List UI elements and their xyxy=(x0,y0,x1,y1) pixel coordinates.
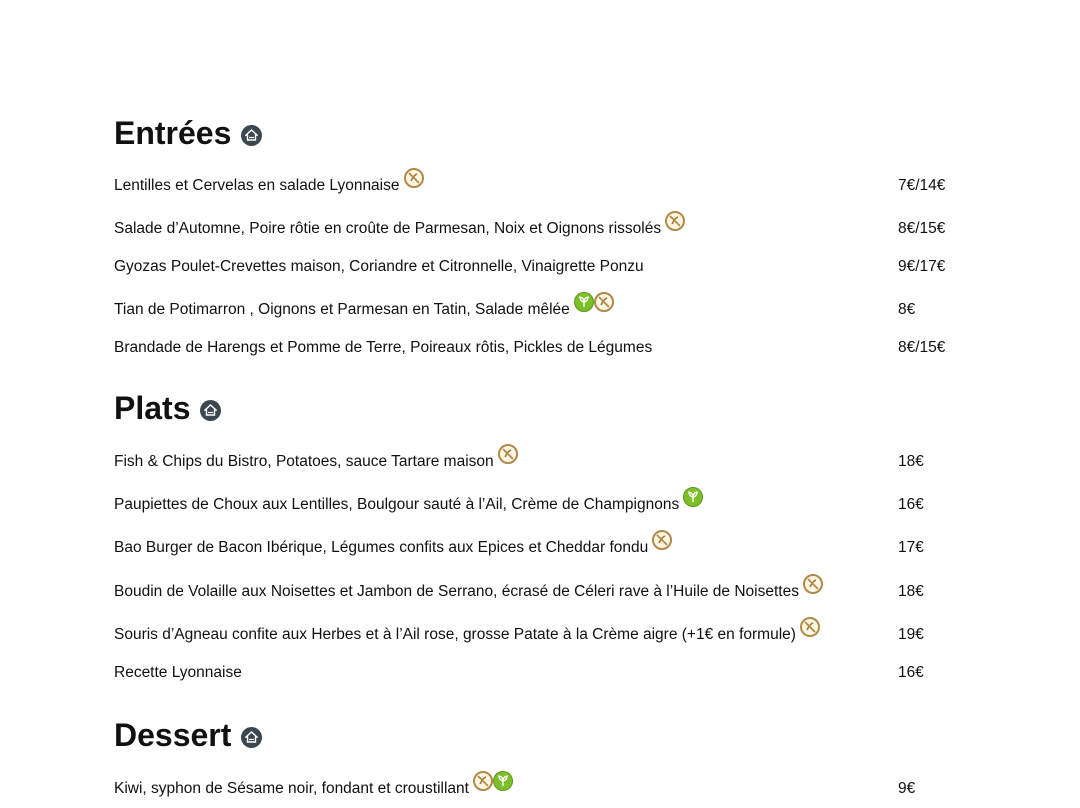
dish-name: Gyozas Poulet-Crevettes maison, Coriandre et Citronnelle, Vinaigrette Ponzu xyxy=(114,258,644,275)
no-gluten-icon xyxy=(652,530,672,550)
menu-item xyxy=(114,215,954,239)
menu-item xyxy=(114,172,954,196)
dish-name: Lentilles et Cervelas en salade Lyonnaise xyxy=(114,177,400,194)
dish-name: Recette Lyonnaise xyxy=(114,664,242,681)
dish-name: Souris d’Agneau confite aux Herbes et à l’Ail rose, grosse Patate à la Crème aigre (+1€ en formule) xyxy=(114,626,796,643)
section-title-dessert xyxy=(114,717,262,753)
dish-name: Bao Burger de Bacon Ibérique, Légumes confits aux Epices et Cheddar fondu xyxy=(114,539,649,556)
dish-name: Salade d’Automne, Poire rôtie en croûte de Parmesan, Noix et Oignons rissolés xyxy=(114,220,662,237)
home-icon xyxy=(241,727,262,748)
menu-item xyxy=(114,534,954,558)
dish-name: Fish & Chips du Bistro, Potatoes, sauce Tartare maison xyxy=(114,453,494,470)
dish-price: 17€ xyxy=(898,539,924,556)
menu-item xyxy=(114,334,954,358)
menu-item xyxy=(114,296,954,320)
no-gluten-icon xyxy=(404,168,424,188)
section-title-plats xyxy=(114,390,221,426)
dish-name: Paupiettes de Choux aux Lentilles, Boulgour sauté à l’Ail, Crème de Champignons xyxy=(114,496,680,513)
menu-item xyxy=(114,659,954,683)
dish-name: Kiwi, syphon de Sésame noir, fondant et croustillant xyxy=(114,780,469,797)
vegetarian-icon xyxy=(683,487,703,507)
no-gluten-icon xyxy=(473,771,493,791)
section-title-entrees xyxy=(114,115,262,151)
section-title-text: Dessert xyxy=(114,717,232,753)
dish-name: Boudin de Volaille aux Noisettes et Jambon de Serrano, écrasé de Céleri rave à l’Huile de Noisettes xyxy=(114,583,799,600)
dish-price: 9€ xyxy=(898,780,916,797)
dish-price: 8€/15€ xyxy=(898,220,946,237)
vegetarian-icon xyxy=(493,771,513,791)
section-title-text: Plats xyxy=(114,390,191,426)
vegetarian-icon xyxy=(574,292,594,312)
section-title-text: Entrées xyxy=(114,115,232,151)
menu-item xyxy=(114,775,954,799)
no-gluten-icon xyxy=(800,617,820,637)
dish-price: 8€/15€ xyxy=(898,339,946,356)
dish-price: 16€ xyxy=(898,496,924,513)
dish-price: 16€ xyxy=(898,664,924,681)
no-gluten-icon xyxy=(594,292,614,312)
menu-item xyxy=(114,578,954,602)
dish-price: 9€/17€ xyxy=(898,258,946,275)
no-gluten-icon xyxy=(803,574,823,594)
menu-item xyxy=(114,253,954,277)
menu-item xyxy=(114,448,954,472)
dish-price: 18€ xyxy=(898,583,924,600)
dish-price: 18€ xyxy=(898,453,924,470)
dish-price: 19€ xyxy=(898,626,924,643)
dish-price: 8€ xyxy=(898,301,916,318)
dish-name: Tian de Potimarron , Oignons et Parmesan en Tatin, Salade mêlée xyxy=(114,301,570,318)
dish-name: Brandade de Harengs et Pomme de Terre, Poireaux rôtis, Pickles de Légumes xyxy=(114,339,653,356)
menu-item xyxy=(114,621,954,645)
home-icon xyxy=(200,400,221,421)
menu-item xyxy=(114,491,954,515)
no-gluten-icon xyxy=(498,444,518,464)
home-icon xyxy=(241,125,262,146)
dish-price: 7€/14€ xyxy=(898,177,946,194)
no-gluten-icon xyxy=(665,211,685,231)
